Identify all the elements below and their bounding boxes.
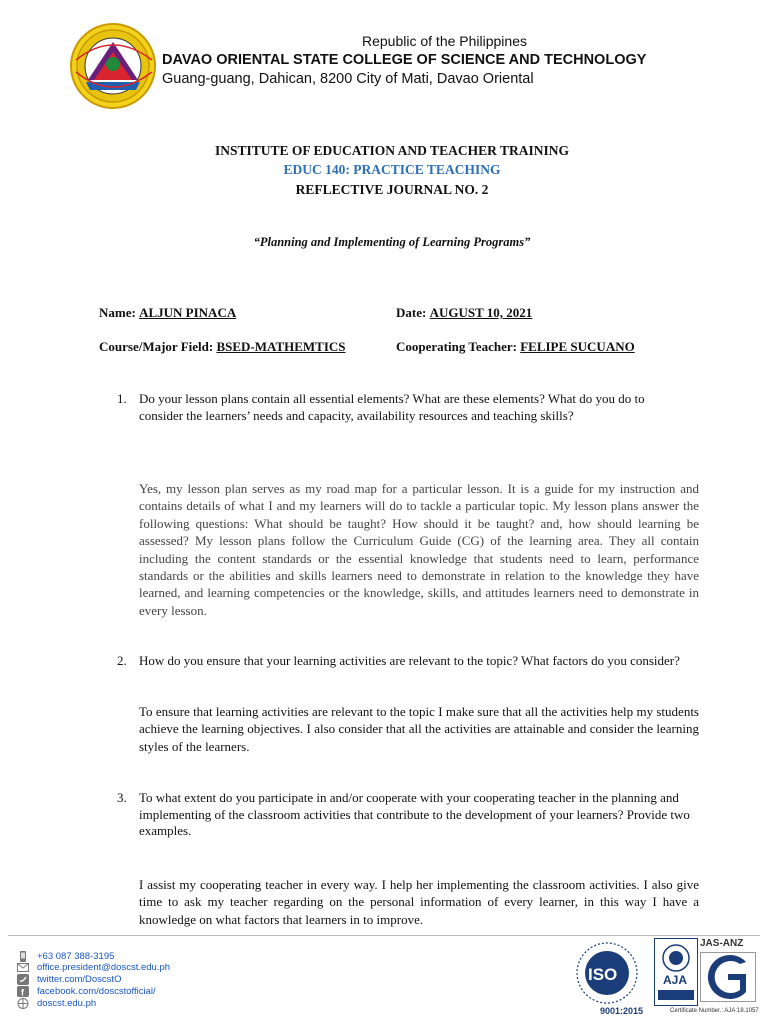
jas-anz-logo [700,952,756,1002]
question-1-number: 1. [117,391,127,406]
institute-title: INSTITUTE OF EDUCATION AND TEACHER TRAINING [215,143,569,158]
iso-standard-number: 9001:2015 [600,1006,644,1016]
footer-twitter[interactable]: twitter.com/DoscstO [37,974,122,985]
footer-phone: +63 087 388-3195 [37,951,115,962]
footer-website[interactable]: doscst.edu.ph [37,998,97,1009]
question-2-number: 2. [117,653,127,668]
aja-label: AJA [663,973,688,987]
header-republic: Republic of the Philippines [362,33,527,49]
teacher-label: Cooperating Teacher: [396,339,517,354]
question-2-text: How do you ensure that your learning activities are relevant to the topic? What factors do you consider? [139,653,680,668]
course-label: Course/Major Field: [99,339,214,354]
question-3-text: To what extent do you participate in and/or cooperate with your cooperating teacher in the planning and implementing of the classroom activities that contribute to the development of your learners? Provide two examples. [139,790,690,838]
phone-icon [17,951,29,962]
certificate-number: Certificate Number.: AJA:18.1057 [670,1008,759,1014]
college-seal-logo [68,20,158,112]
course-value: BSED-MATHEMTICS [216,339,346,354]
course-field [99,339,346,355]
journal-subtitle: “Planning and Implementing of Learning Programs” [253,235,531,249]
date-field [396,305,532,321]
question-2-answer: To ensure that learning activities are relevant to the topic I make sure that all the activities help my students achieve the learning objectives. I also consider that all the activities are attainable and consider the learning styles of the learners. [139,704,699,754]
journal-title: REFLECTIVE JOURNAL NO. 2 [295,182,489,197]
question-3-number: 3. [117,790,127,805]
teacher-field [396,339,635,355]
name-value: ALJUN PINACA [139,305,237,320]
name-label: Name: [99,305,136,320]
question-3-answer: I assist my cooperating teacher in every way. I help her implementing the classroom activities. I also give time to ask my teacher regarding on the personal information of every learner, in this way I have a knowledge on what factors that learners in to improve. [139,877,699,927]
footer-email[interactable]: office.president@doscst.edu.ph [37,962,171,973]
footer-divider [8,935,760,936]
footer-facebook[interactable]: facebook.com/doscstofficial/ [37,986,156,997]
globe-icon [17,998,29,1009]
header-college-name: DAVAO ORIENTAL STATE COLLEGE OF SCIENCE AND TECHNOLOGY [162,52,647,68]
date-value: AUGUST 10, 2021 [429,305,533,320]
header-address: Guang-guang, Dahican, 8200 City of Mati, Davao Oriental [162,71,534,87]
date-label: Date: [396,305,427,320]
twitter-icon [17,974,29,985]
aja-registrars-logo [654,938,698,1006]
teacher-value: FELIPE SUCUANO [520,339,635,354]
svg-text:f: f [21,987,24,997]
facebook-icon [17,986,29,997]
iso-certification-logo [565,937,649,1005]
course-title: EDUC 140: PRACTICE TEACHING [283,162,501,177]
question-1-answer: Yes, my lesson plan serves as my road map for a particular lesson. It is a guide for my instruction and contains details of what I and my learners will do to tackle a particular topic. My lesson plans answer the following questions: What should be taught? How should it be taught? and, how should learning be assessed? My lesson plans follow the Curriculum Guide (CG) of the learning area. They all contain including the content standards or the essential knowledge that students need to learn, performance standards or the abilities and skills learners need to demonstrate in relation to the knowledge they have learned, and learning competencies or the knowledge, skills, and attitudes learners need to demonstrate in every lesson. [139,481,699,618]
svg-text:ISO: ISO [588,965,618,984]
question-1-text: Do your lesson plans contain all essential elements? What are these elements? What do you do to consider the learners’ needs and capacity, availability resources and teaching skills? [139,391,645,423]
name-field [99,305,236,321]
jas-anz-label: JAS-ANZ [700,938,744,949]
email-icon [17,962,29,973]
